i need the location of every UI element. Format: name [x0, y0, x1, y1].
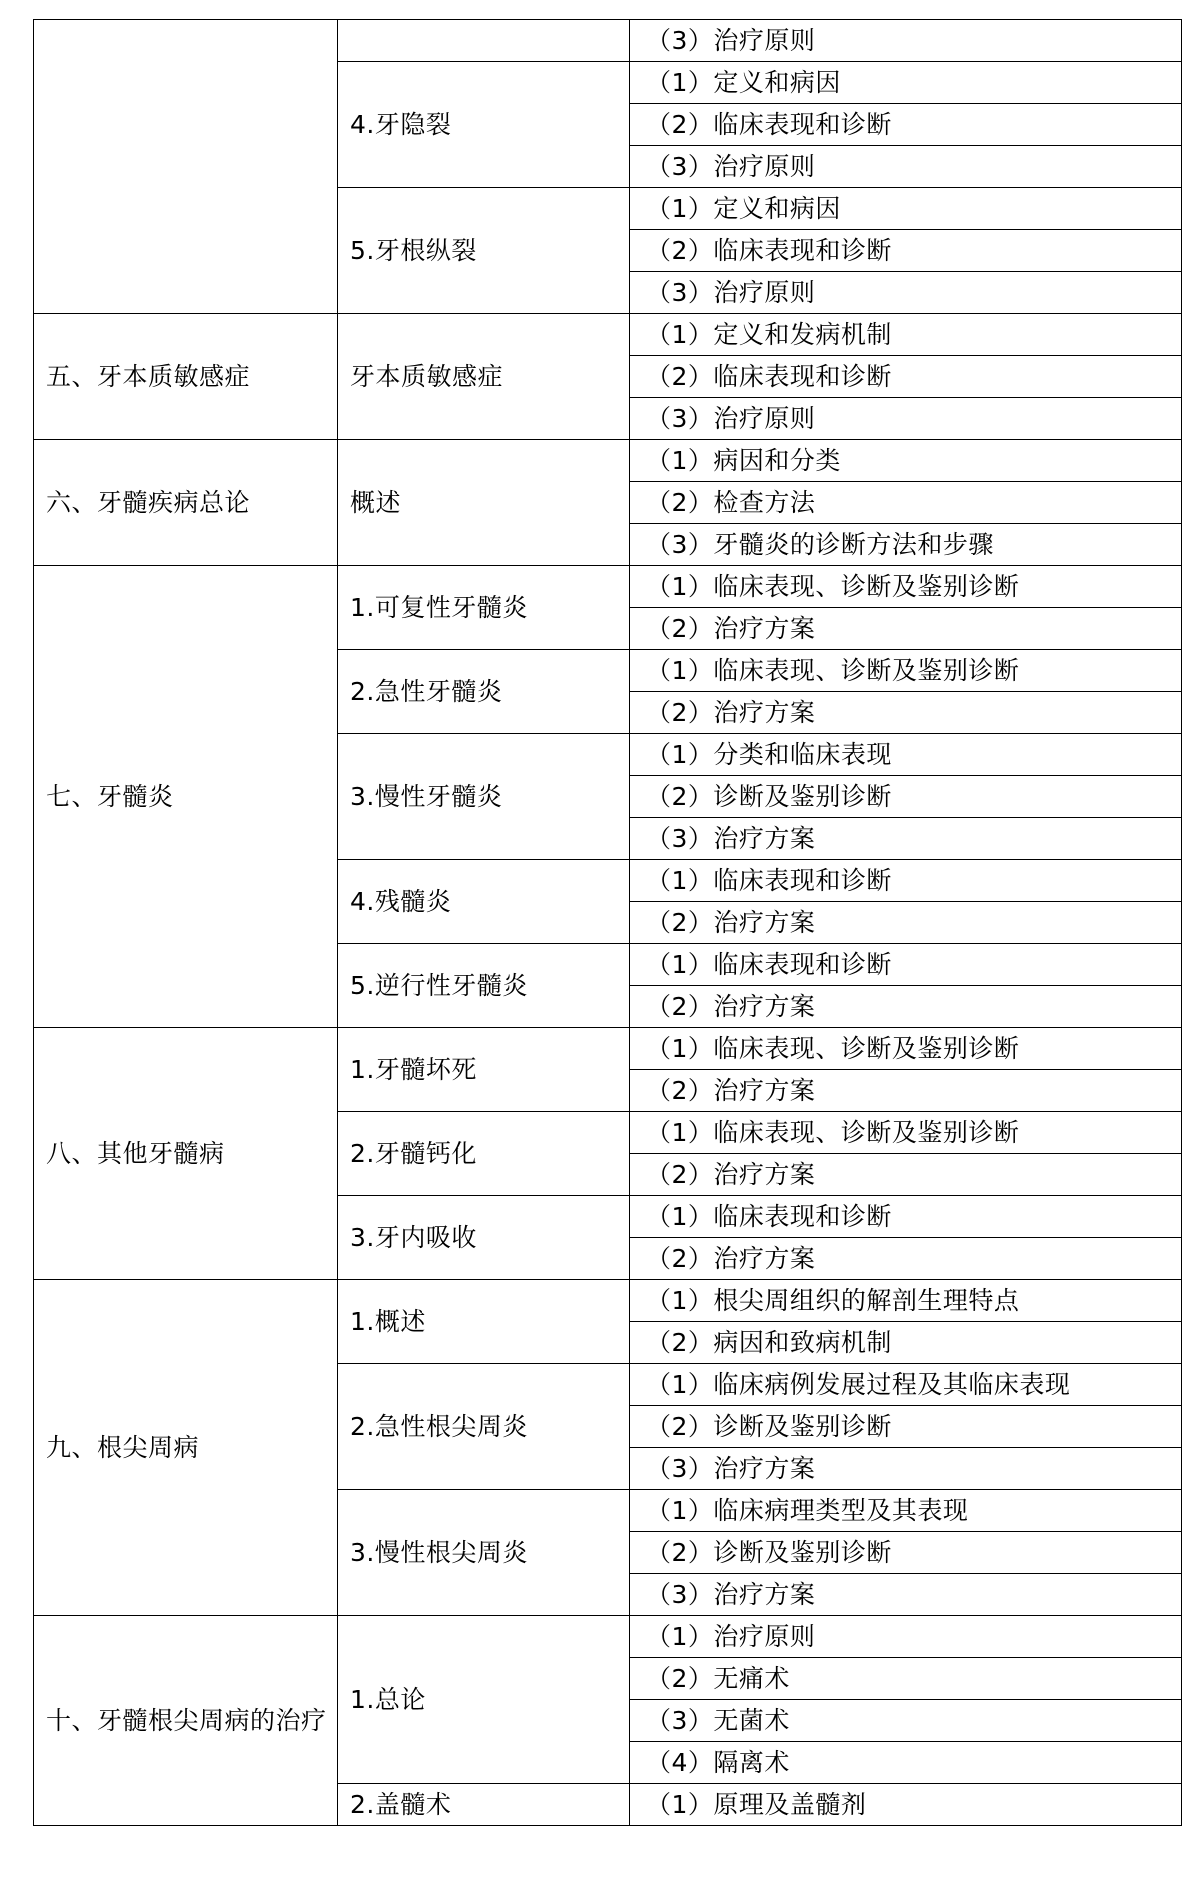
- subtopic-cell: 2.盖髓术: [338, 1784, 630, 1826]
- detail-cell: （3）治疗原则: [630, 398, 1182, 440]
- detail-cell: （1）定义和发病机制: [630, 314, 1182, 356]
- subtopic-cell: 3.慢性根尖周炎: [338, 1490, 630, 1616]
- detail-cell: （1）根尖周组织的解剖生理特点: [630, 1280, 1182, 1322]
- subtopic-cell: 概述: [338, 440, 630, 566]
- detail-cell: （1）原理及盖髓剂: [630, 1784, 1182, 1826]
- detail-cell: （1）临床病理类型及其表现: [630, 1490, 1182, 1532]
- detail-cell: （2）治疗方案: [630, 1154, 1182, 1196]
- detail-cell: （1）临床病例发展过程及其临床表现: [630, 1364, 1182, 1406]
- detail-cell: （3）无菌术: [630, 1700, 1182, 1742]
- subtopic-cell: 5.逆行性牙髓炎: [338, 944, 630, 1028]
- detail-cell: （1）定义和病因: [630, 62, 1182, 104]
- detail-cell: （3）治疗方案: [630, 818, 1182, 860]
- topic-cell: 十、牙髓根尖周病的治疗: [34, 1616, 338, 1826]
- detail-cell: （2）治疗方案: [630, 692, 1182, 734]
- topic-cell: 五、牙本质敏感症: [34, 314, 338, 440]
- detail-cell: （2）治疗方案: [630, 902, 1182, 944]
- detail-cell: （1）临床表现、诊断及鉴别诊断: [630, 1028, 1182, 1070]
- detail-cell: （3）治疗方案: [630, 1448, 1182, 1490]
- subtopic-cell: 1.概述: [338, 1280, 630, 1364]
- detail-cell: （2）临床表现和诊断: [630, 230, 1182, 272]
- subtopic-cell: 2.急性牙髓炎: [338, 650, 630, 734]
- detail-cell: （2）诊断及鉴别诊断: [630, 1406, 1182, 1448]
- detail-cell: （2）临床表现和诊断: [630, 356, 1182, 398]
- detail-cell: （3）治疗方案: [630, 1574, 1182, 1616]
- topic-cell: 八、其他牙髓病: [34, 1028, 338, 1280]
- subtopic-cell: 2.牙髓钙化: [338, 1112, 630, 1196]
- detail-cell: （2）无痛术: [630, 1658, 1182, 1700]
- subtopic-cell: 牙本质敏感症: [338, 314, 630, 440]
- subtopic-cell: 3.牙内吸收: [338, 1196, 630, 1280]
- subtopic-cell: 4.残髓炎: [338, 860, 630, 944]
- subtopic-cell: 3.慢性牙髓炎: [338, 734, 630, 860]
- detail-cell: （3）治疗原则: [630, 272, 1182, 314]
- subtopic-cell: 4.牙隐裂: [338, 62, 630, 188]
- detail-cell: （2）治疗方案: [630, 608, 1182, 650]
- detail-cell: （2）治疗方案: [630, 1238, 1182, 1280]
- detail-cell: （3）牙髓炎的诊断方法和步骤: [630, 524, 1182, 566]
- subtopic-cell: 1.牙髓坏死: [338, 1028, 630, 1112]
- detail-cell: （1）定义和病因: [630, 188, 1182, 230]
- syllabus-table: [33, 19, 1182, 1826]
- detail-cell: （1）分类和临床表现: [630, 734, 1182, 776]
- detail-cell: （1）治疗原则: [630, 1616, 1182, 1658]
- subtopic-cell: [338, 20, 630, 62]
- detail-cell: （2）治疗方案: [630, 986, 1182, 1028]
- topic-cell: 六、牙髓疾病总论: [34, 440, 338, 566]
- detail-cell: （1）临床表现、诊断及鉴别诊断: [630, 650, 1182, 692]
- detail-cell: （1）临床表现、诊断及鉴别诊断: [630, 1112, 1182, 1154]
- detail-cell: （1）临床表现和诊断: [630, 1196, 1182, 1238]
- detail-cell: （2）诊断及鉴别诊断: [630, 776, 1182, 818]
- subtopic-cell: 5.牙根纵裂: [338, 188, 630, 314]
- syllabus-table-body: [34, 20, 1182, 1826]
- detail-cell: （1）临床表现和诊断: [630, 944, 1182, 986]
- detail-cell: （2）临床表现和诊断: [630, 104, 1182, 146]
- table-row: [34, 20, 1182, 62]
- detail-cell: （1）临床表现、诊断及鉴别诊断: [630, 566, 1182, 608]
- table-row: [34, 1280, 1182, 1322]
- detail-cell: （2）病因和致病机制: [630, 1322, 1182, 1364]
- table-row: [34, 440, 1182, 482]
- table-row: [34, 314, 1182, 356]
- topic-cell: [34, 20, 338, 314]
- detail-cell: （1）病因和分类: [630, 440, 1182, 482]
- detail-cell: （2）治疗方案: [630, 1070, 1182, 1112]
- subtopic-cell: 1.总论: [338, 1616, 630, 1784]
- detail-cell: （3）治疗原则: [630, 146, 1182, 188]
- topic-cell: 九、根尖周病: [34, 1280, 338, 1616]
- table-row: [34, 1616, 1182, 1658]
- table-row: [34, 566, 1182, 608]
- subtopic-cell: 1.可复性牙髓炎: [338, 566, 630, 650]
- detail-cell: （2）检查方法: [630, 482, 1182, 524]
- subtopic-cell: 2.急性根尖周炎: [338, 1364, 630, 1490]
- detail-cell: （4）隔离术: [630, 1742, 1182, 1784]
- topic-cell: 七、牙髓炎: [34, 566, 338, 1028]
- detail-cell: （1）临床表现和诊断: [630, 860, 1182, 902]
- table-row: [34, 1028, 1182, 1070]
- detail-cell: （3）治疗原则: [630, 20, 1182, 62]
- detail-cell: （2）诊断及鉴别诊断: [630, 1532, 1182, 1574]
